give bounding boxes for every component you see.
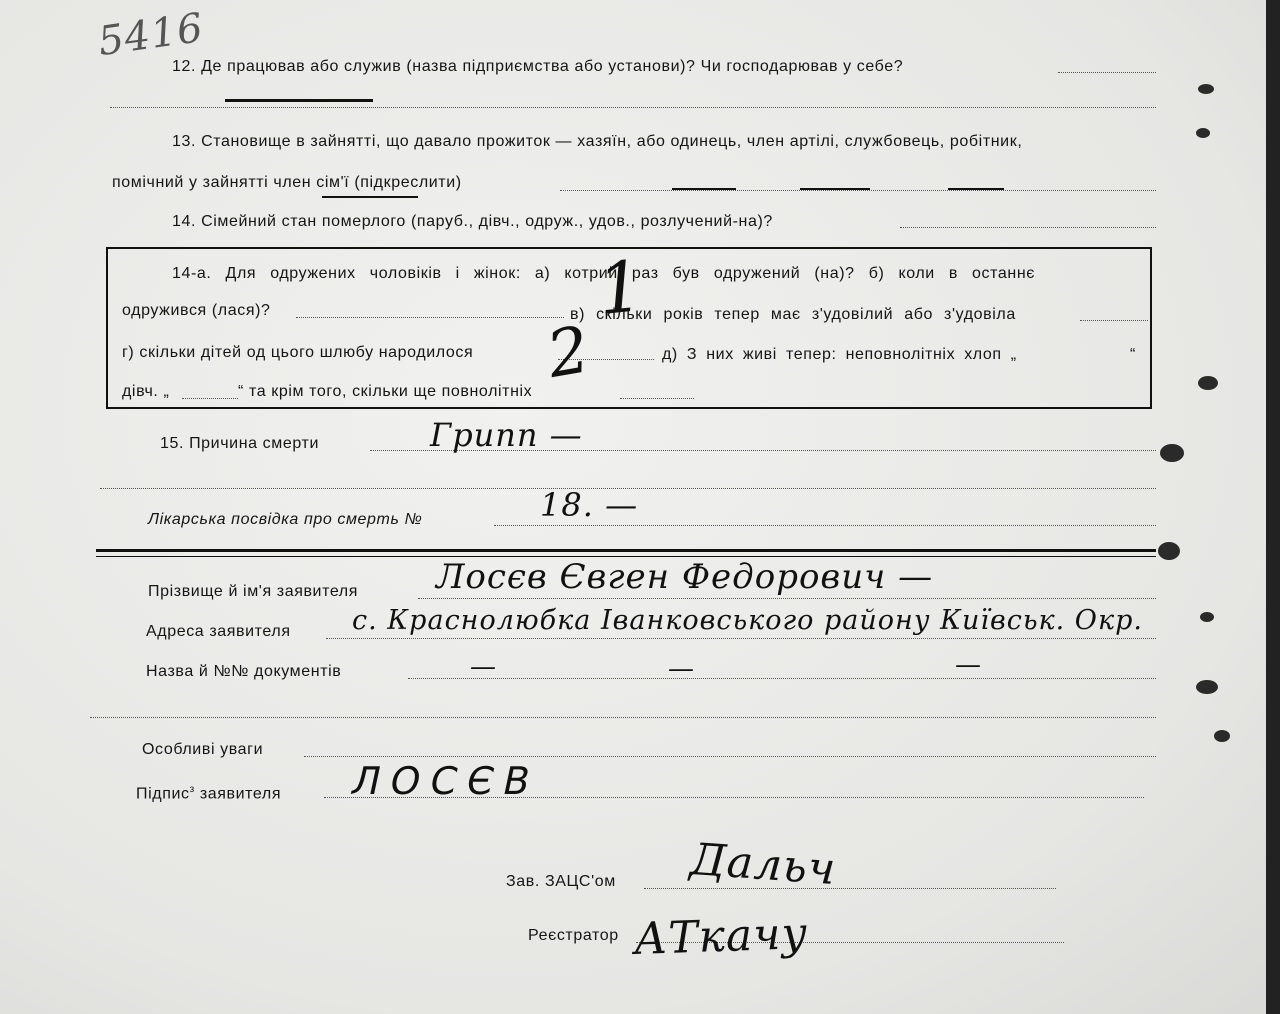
applicant-name-label: Прізвище й ім'я заявителя xyxy=(148,583,359,600)
q12-dots-b xyxy=(110,107,1156,108)
archive-mark: 5416 xyxy=(95,4,207,66)
head-signature: Дальч xyxy=(688,833,838,896)
sign-label-a: Підпис xyxy=(136,785,190,803)
q14a-line4a: дівч. „ xyxy=(122,383,170,400)
q14a-dots-f xyxy=(620,398,694,399)
applicant-addr-handwritten: с. Краснолюбка Іванковського району Київськ. Окр. xyxy=(352,605,1143,636)
q14a-line1: 14-а. Для одружених чоловіків і жінок: а) котрий раз був одружений (на)? б) коли в останнє xyxy=(172,265,1036,282)
q14a-line3b: д) З них живі тепер: неповнолітніх хлоп „ xyxy=(662,346,1017,363)
med-handwritten: 18. — xyxy=(540,486,639,524)
q13-dash-c xyxy=(948,188,1004,190)
q13-dots xyxy=(560,190,1156,191)
q14a-dots-e xyxy=(182,398,238,399)
q14-dots xyxy=(900,227,1156,228)
head-label: Зав. ЗАЦС'ом xyxy=(506,873,616,890)
hole-8 xyxy=(1200,612,1214,622)
q14a-line3c: “ xyxy=(1130,346,1136,363)
notes-label: Особливі уваги xyxy=(142,741,264,758)
applicant-docs-dots-2 xyxy=(90,717,1156,718)
notes-dots xyxy=(304,756,1156,757)
q14a-dots-b xyxy=(296,317,564,318)
applicant-docs-hw-c: — xyxy=(955,650,982,680)
hole-7 xyxy=(1214,730,1230,742)
hole-5 xyxy=(1198,376,1218,390)
q14a-line2a: одружився (лася)? xyxy=(122,302,271,319)
sign-label xyxy=(136,780,281,804)
applicant-name-dots xyxy=(418,598,1156,599)
q14a-handwritten-g: 2 xyxy=(541,312,596,394)
med-dots xyxy=(494,525,1156,526)
applicant-docs-label: Назва й №№ документів xyxy=(146,663,342,680)
applicant-addr-label: Адреса заявителя xyxy=(146,623,291,640)
q14a-line2b: в) скільки років тепер має з'удовілий або з'удовіла xyxy=(570,306,1016,323)
q14a-dots-c xyxy=(1080,320,1148,321)
hole-3 xyxy=(1160,444,1184,462)
head-dots xyxy=(644,888,1056,889)
applicant-docs-dots xyxy=(408,678,1156,679)
applicant-docs-hw-b: — xyxy=(668,654,695,684)
q12-label: 12. Де працював або служив (назва підприємства або установи)? Чи господарював у себе? xyxy=(172,58,904,75)
q14a-handwritten-a: 1 xyxy=(593,244,648,332)
q12-dots-a xyxy=(1058,72,1156,73)
q14-label: 14. Сімейний стан померлого (паруб., дівч., одруж., удов., розлучений-на)? xyxy=(172,213,773,230)
q15-handwritten: Грипп — xyxy=(430,416,583,454)
hole-6 xyxy=(1196,680,1218,694)
hole-1 xyxy=(1198,84,1214,94)
q14a-line3a: г) скільки дітей од цього шлюбу народилося xyxy=(122,344,474,361)
q14a-line4b: “ та крім того, скільки ще повнолітніх xyxy=(238,383,533,400)
applicant-signature: ЛОСЄВ xyxy=(347,759,545,803)
q13-dash-b xyxy=(800,188,870,190)
q15-label: 15. Причина смерти xyxy=(160,435,319,452)
q13-underline xyxy=(322,196,418,198)
sign-label-sup: з xyxy=(189,784,195,795)
hole-4 xyxy=(1158,542,1180,560)
section-rule-top xyxy=(96,549,1156,552)
applicant-addr-dots xyxy=(326,638,1156,639)
applicant-name-handwritten: Лосєв Євген Федорович — xyxy=(436,557,934,597)
applicant-docs-hw-a: — xyxy=(470,652,497,682)
q13-line1: 13. Становище в зайнятті, що давало прожиток — хазяїн, або одинець, член артілі, службовець, робітник, xyxy=(172,133,1023,150)
q13-dash-a xyxy=(672,188,736,190)
registrar-signature: АТкачу xyxy=(633,907,809,966)
hole-2 xyxy=(1196,128,1210,138)
right-edge-shadow xyxy=(1266,0,1280,1014)
registrar-label: Реєстратор xyxy=(528,927,619,944)
sign-label-b: заявителя xyxy=(194,785,282,803)
med-label: Лікарська посвідка про смерть № xyxy=(148,511,423,528)
q12-dash xyxy=(225,99,373,102)
q13-line2: помічний у зайнятті член сім'ї (підкреслити) xyxy=(112,174,462,191)
